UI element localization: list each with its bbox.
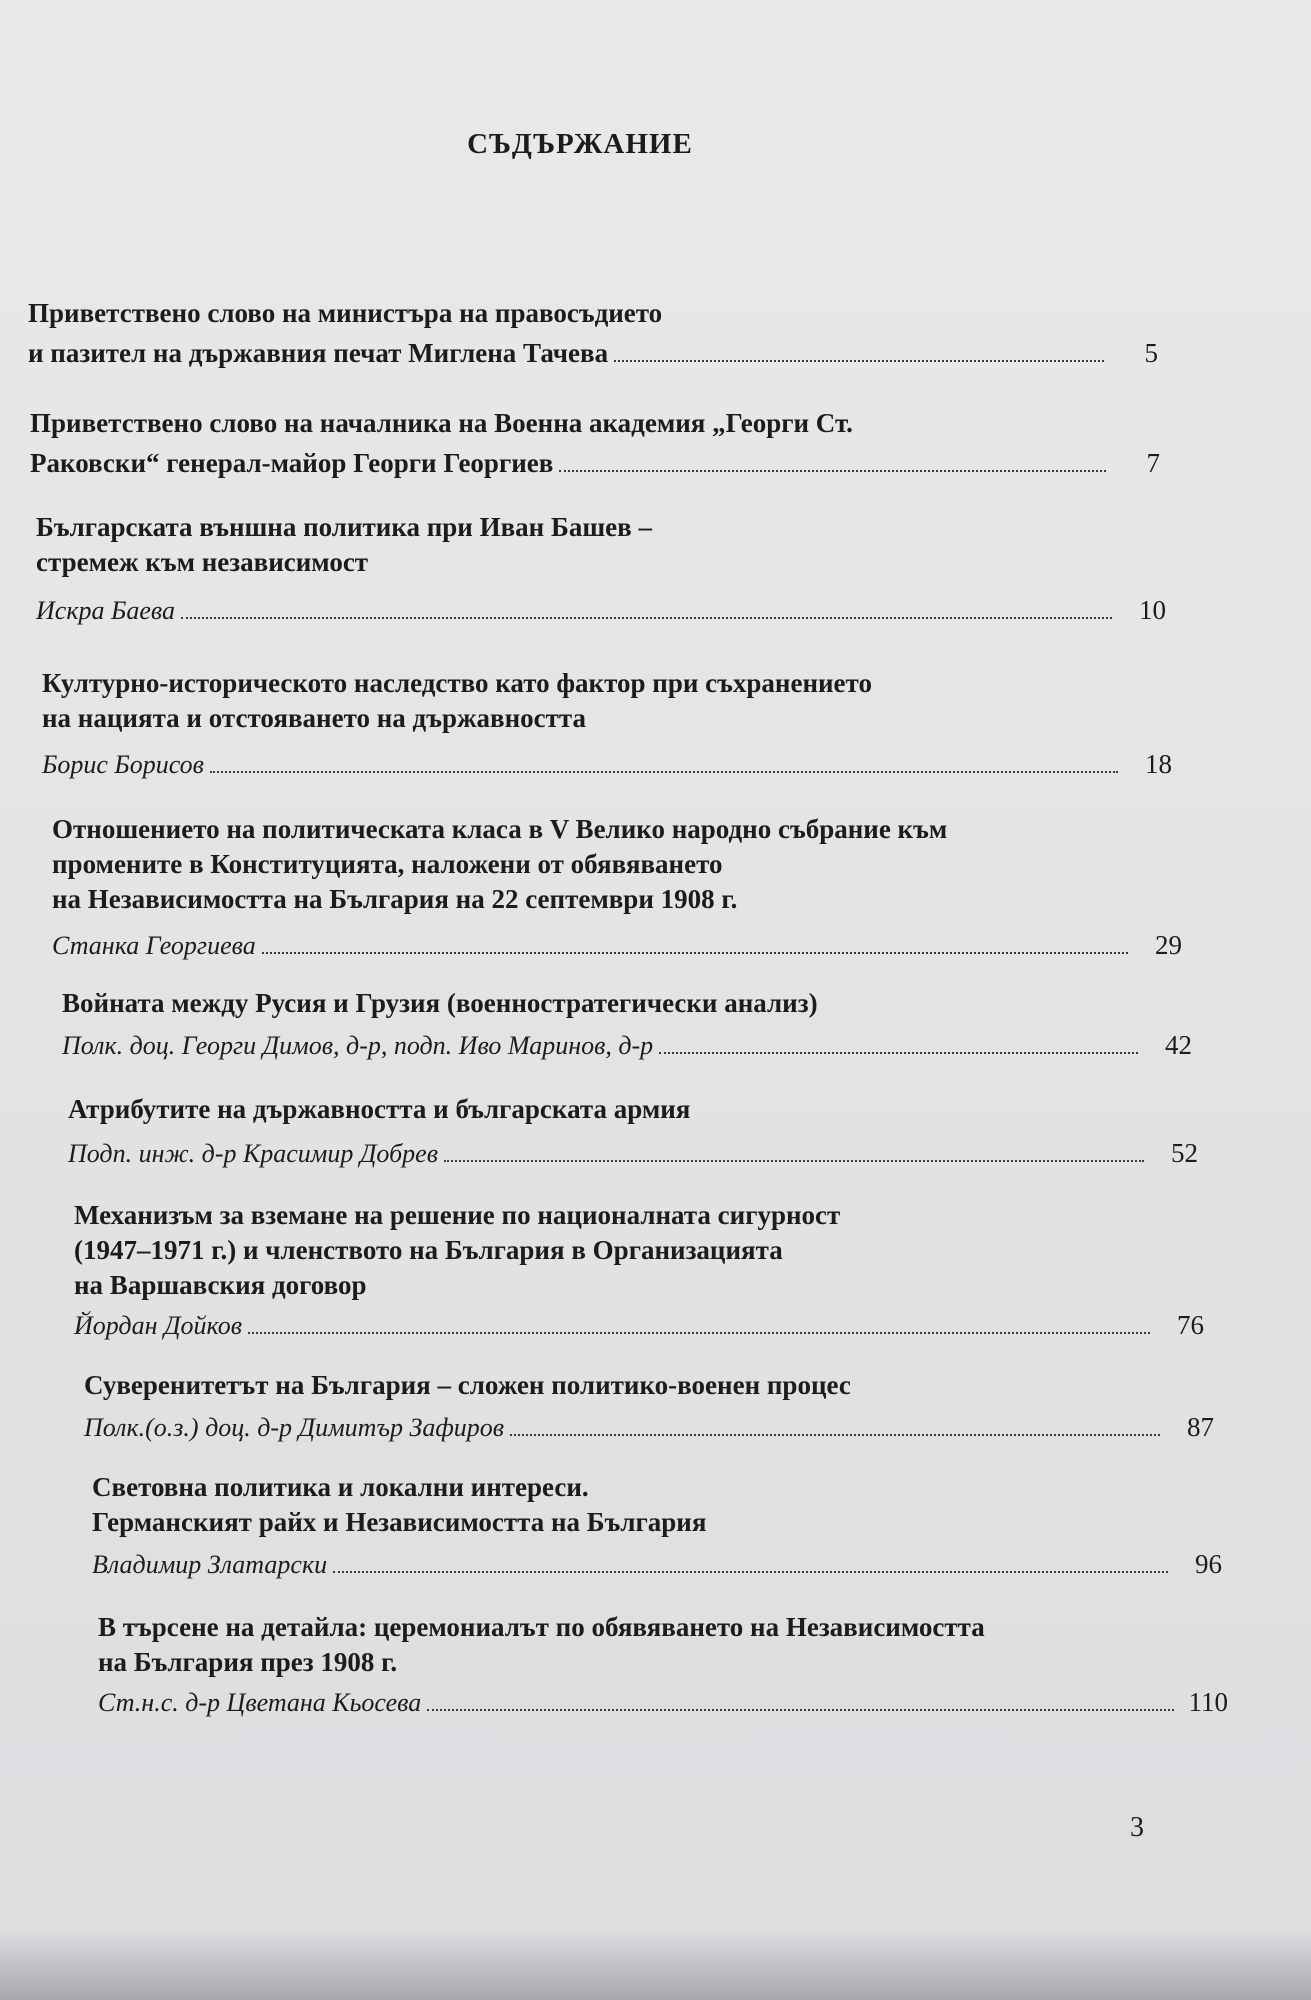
dot-leader <box>262 951 1128 954</box>
entry-author: Станка Георгиева <box>52 931 256 960</box>
page-edge-shadow <box>0 1930 1311 2000</box>
dot-leader <box>559 469 1106 472</box>
dot-leader <box>444 1159 1144 1162</box>
entry-leader-row <box>84 1405 1214 1443</box>
entry-leader-row <box>36 588 1166 626</box>
entry-title-line: Световна политика и локални интереси. <box>92 1472 589 1502</box>
entry-leader-row <box>62 1023 1192 1061</box>
entry-title-line: на Независимостта на България на 22 септември 1908 г. <box>52 884 738 914</box>
entry-title-line: Войната между Русия и Грузия (военностратегически анализ) <box>62 988 818 1018</box>
page-number: 10 <box>1139 595 1166 625</box>
page-number: 29 <box>1155 930 1182 960</box>
entry-title-line: Приветствено слово на началника на Военна академия „Георги Ст. <box>30 408 853 438</box>
entry-author: Искра Баева <box>36 596 175 625</box>
entry-title-line: Атрибутите на държавността и българската армия <box>68 1094 691 1124</box>
entry-title-line: промените в Конституцията, наложени от обявяването <box>52 849 723 879</box>
entry-title-line: Българската външна политика при Иван Башев – <box>36 512 652 542</box>
entry-author: Борис Борисов <box>42 750 204 779</box>
entry-title-line: Приветствено слово на министъра на правосъдието <box>28 298 663 328</box>
entry-title-line: на Варшавския договор <box>74 1270 367 1300</box>
page-title: СЪДЪРЖАНИЕ <box>467 128 693 160</box>
dot-leader <box>427 1708 1174 1711</box>
toc-entry <box>30 406 1160 479</box>
entry-title-line: Раковски“ генерал-майор Георги Георгиев <box>30 448 554 478</box>
folio-page-number: 3 <box>1130 1812 1144 1843</box>
dot-leader <box>210 770 1118 773</box>
entry-author: Ст.н.с. д-р Цветана Кьосева <box>98 1688 422 1717</box>
dot-leader <box>333 1570 1168 1573</box>
page-number: 52 <box>1171 1138 1198 1168</box>
toc-entry <box>52 812 1182 961</box>
toc-entry <box>98 1610 1228 1718</box>
entry-title-line: на нацията и отстояването на държавността <box>42 703 587 733</box>
entry-title-line: на България през 1908 г. <box>98 1647 398 1677</box>
toc-entry <box>28 296 1158 369</box>
entry-author: Подп. инж. д-р Красимир Добрев <box>68 1139 438 1168</box>
toc-entry <box>92 1470 1222 1580</box>
entry-author: Полк.(о.з.) доц. д-р Димитър Зафиров <box>84 1413 505 1442</box>
toc-entry <box>62 986 1192 1061</box>
toc-entry <box>42 666 1172 780</box>
entry-title-line: стремеж към независимост <box>36 547 369 577</box>
entry-title-line: Културно-историческото наследство като фактор при съхранението <box>42 668 872 698</box>
entry-title-line: (1947–1971 г.) и членството на България в Организацията <box>74 1235 783 1265</box>
entry-leader-row <box>30 441 1160 479</box>
toc-entry <box>84 1368 1214 1443</box>
page-number: 110 <box>1188 1687 1228 1717</box>
entry-title-line: В търсене на детайла: церемониалът по обявяването на Независимостта <box>98 1612 985 1642</box>
entry-title-line: и пазител на държавния печат Миглена Тачева <box>28 338 609 368</box>
page-number: 87 <box>1187 1412 1214 1442</box>
entry-leader-row <box>42 742 1172 780</box>
entry-leader-row <box>68 1131 1198 1169</box>
page-number: 7 <box>1146 448 1160 478</box>
toc-entry <box>74 1198 1204 1341</box>
page-number: 76 <box>1177 1310 1204 1340</box>
entry-leader-row <box>92 1542 1222 1580</box>
dot-leader <box>510 1433 1160 1436</box>
toc-entry <box>36 510 1166 626</box>
dot-leader <box>659 1051 1138 1054</box>
dot-leader <box>248 1331 1150 1334</box>
dot-leader <box>614 359 1104 362</box>
entry-title-line: Механизъм за вземане на решение по националната сигурност <box>74 1200 841 1230</box>
dot-leader <box>181 616 1112 619</box>
entry-title-line: Отношението на политическата класа в V Велико народно събрание към <box>52 814 948 844</box>
entry-author: Владимир Златарски <box>92 1550 328 1579</box>
entry-leader-row <box>98 1680 1228 1718</box>
page-number: 42 <box>1165 1030 1192 1060</box>
page-number: 18 <box>1145 749 1172 779</box>
entry-leader-row <box>52 923 1182 961</box>
page-number: 5 <box>1144 338 1158 368</box>
entry-author: Полк. доц. Георги Димов, д-р, подп. Иво Маринов, д-р <box>62 1031 654 1060</box>
page-number: 96 <box>1195 1549 1222 1579</box>
entry-title-line: Суверенитетът на България – сложен политико-военен процес <box>84 1370 851 1400</box>
entry-leader-row <box>28 331 1158 369</box>
entry-leader-row <box>74 1303 1204 1341</box>
entry-author: Йордан Дойков <box>74 1311 242 1340</box>
toc-entry <box>68 1092 1198 1169</box>
entry-title-line: Германският райх и Независимостта на България <box>92 1507 707 1537</box>
